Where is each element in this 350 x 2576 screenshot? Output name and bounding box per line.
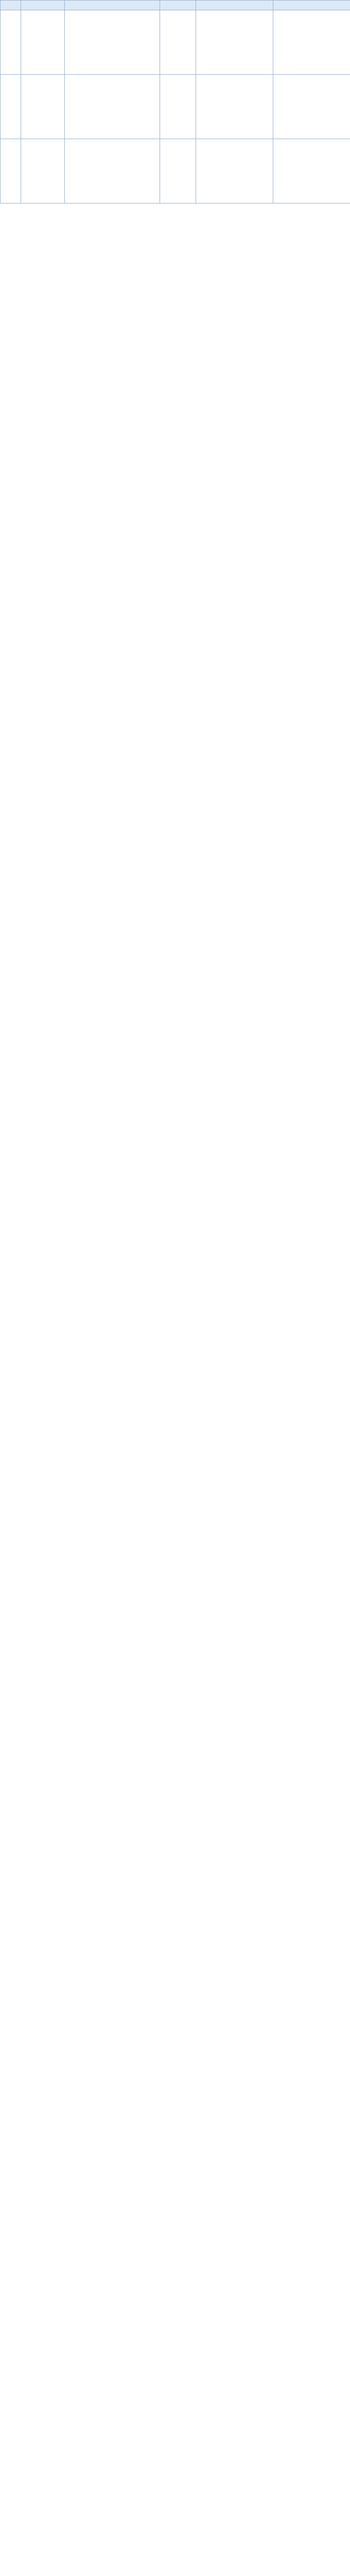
table-cell (21, 139, 65, 204)
table-cell (21, 75, 65, 139)
header-cell-3 (65, 1, 160, 10)
table-cell (160, 10, 196, 75)
table-row (1, 75, 350, 139)
header-cell-1 (1, 1, 21, 10)
table-row (1, 10, 350, 75)
table-cell (65, 139, 160, 204)
header-row (1, 1, 350, 10)
table-cell (65, 10, 160, 75)
table-cell (273, 139, 350, 204)
table-row (1, 139, 350, 204)
table-cell (65, 75, 160, 139)
table-cell (160, 139, 196, 204)
header-cell-6 (273, 1, 350, 10)
table-cell (196, 10, 273, 75)
header-cell-4 (160, 1, 196, 10)
fee-table (0, 0, 350, 204)
header-cell-2 (21, 1, 65, 10)
table-body (1, 10, 350, 204)
table-cell (21, 10, 65, 75)
table-cell (1, 75, 21, 139)
header-cell-5 (196, 1, 273, 10)
table-cell (196, 75, 273, 139)
table-header (1, 1, 350, 10)
table-cell (273, 75, 350, 139)
table-cell (1, 10, 21, 75)
table-cell (160, 75, 196, 139)
table-cell (273, 10, 350, 75)
table-cell (1, 139, 21, 204)
table-cell (196, 139, 273, 204)
